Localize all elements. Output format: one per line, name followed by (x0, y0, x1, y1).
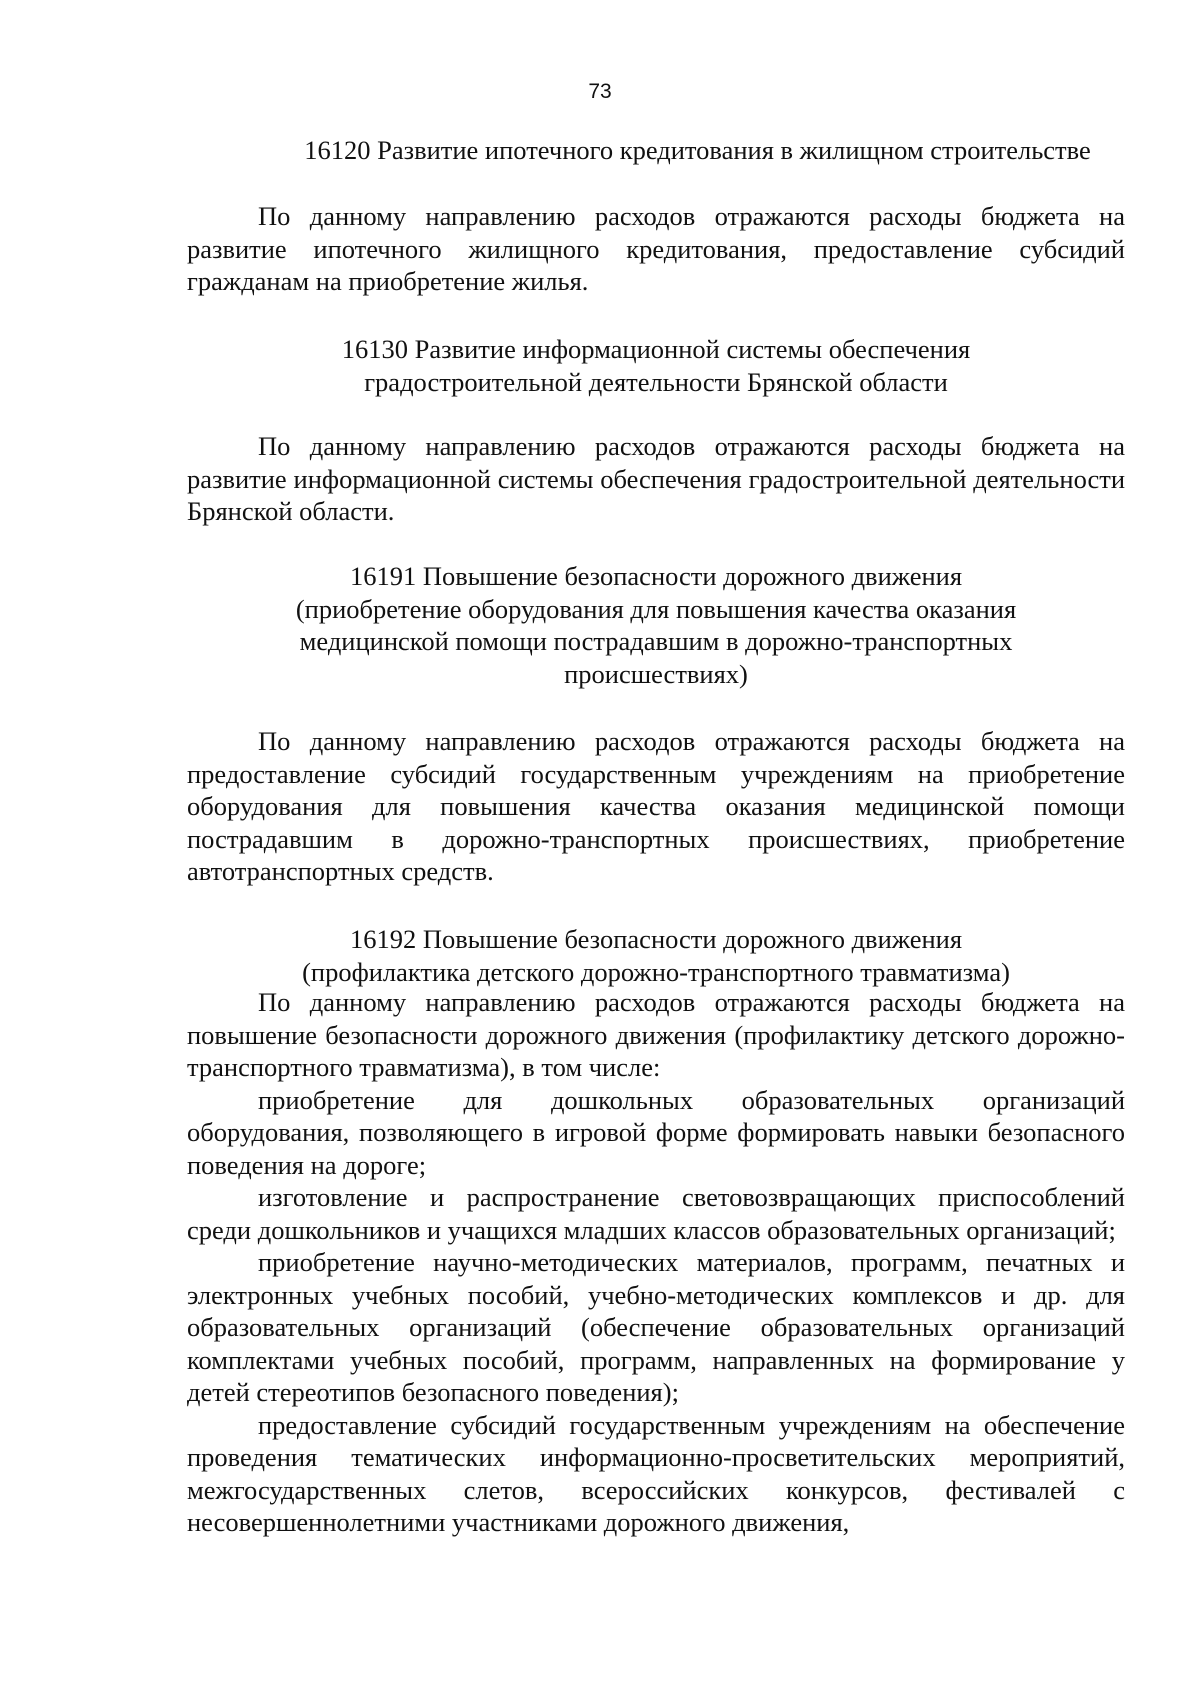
heading-line: 16192 Повышение безопасности дорожного движения (349, 924, 963, 954)
paragraph: По данному направлению расходов отражаются расходы бюджета на предоставление субсидий государственным учреждениям на приобретение оборудования для повышения качества оказания медицинской помощи пострадавшим в дорожно-транспортных происшествиях, приобретение автотранспортных средств. (187, 726, 1125, 886)
section-body-16191 (187, 725, 1125, 888)
section-heading-16130 (187, 333, 1125, 398)
heading-line: происшествиях) (564, 658, 748, 689)
heading-line: 16191 Повышение безопасности дорожного движения (349, 561, 963, 591)
heading-line: (приобретение оборудования для повышения качества оказания (295, 593, 1017, 624)
list-item: изготовление и распространение световозвращающих приспособлений среди дошкольников и учащихся младших классов образовательных организаций; (187, 1182, 1125, 1245)
paragraph: По данному направлению расходов отражаются расходы бюджета на развитие информационной системы обеспечения градостроительной деятельности Брянской области. (187, 431, 1125, 526)
heading-line: 16130 Развитие информационной системы обеспечения (341, 334, 971, 364)
list-item: предоставление субсидий государственным учреждениям на обеспечение проведения тематических информационно-просветительских мероприятий, межгосударственных слетов, всероссийских конкурсов, фестивалей с несовершеннолетними участниками дорожного движения, (187, 1409, 1125, 1537)
section-heading-16192 (187, 923, 1125, 988)
section-heading-16120 (270, 134, 1125, 167)
heading-line: градостроительной деятельности Брянской области (364, 366, 948, 397)
section-body-16130 (187, 430, 1125, 528)
list-item: приобретение для дошкольных образовательных организаций оборудования, позволяющего в игровой форме формировать навыки безопасного поведения на дороге; (187, 1084, 1125, 1180)
page-number: 73 (588, 80, 612, 103)
section-body-16120 (187, 200, 1125, 298)
section-body-16192 (187, 986, 1125, 1539)
heading-line: 16120 Развитие ипотечного кредитования в жилищном строительстве (304, 135, 1091, 165)
heading-line: медицинской помощи пострадавшим в дорожно-транспортных (299, 626, 1013, 656)
paragraph: По данному направлению расходов отражаются расходы бюджета на развитие ипотечного жилищного кредитования, предоставление субсидий гражданам на приобретение жилья. (187, 201, 1125, 296)
list-item: приобретение научно-методических материалов, программ, печатных и электронных учебных пособий, учебно-методических комплексов и др. для образовательных организаций (обеспечение образовательных организаций комплектами учебных пособий, программ, направленных на формирование у детей стереотипов безопасного поведения); (187, 1247, 1125, 1407)
section-heading-16191 (187, 560, 1125, 690)
paragraph: По данному направлению расходов отражаются расходы бюджета на повышение безопасности дорожного движения (профилактику детского дорожно-транспортного травматизма), в том числе: (187, 987, 1125, 1082)
heading-line: (профилактика детского дорожно-транспортного травматизма) (302, 956, 1010, 987)
